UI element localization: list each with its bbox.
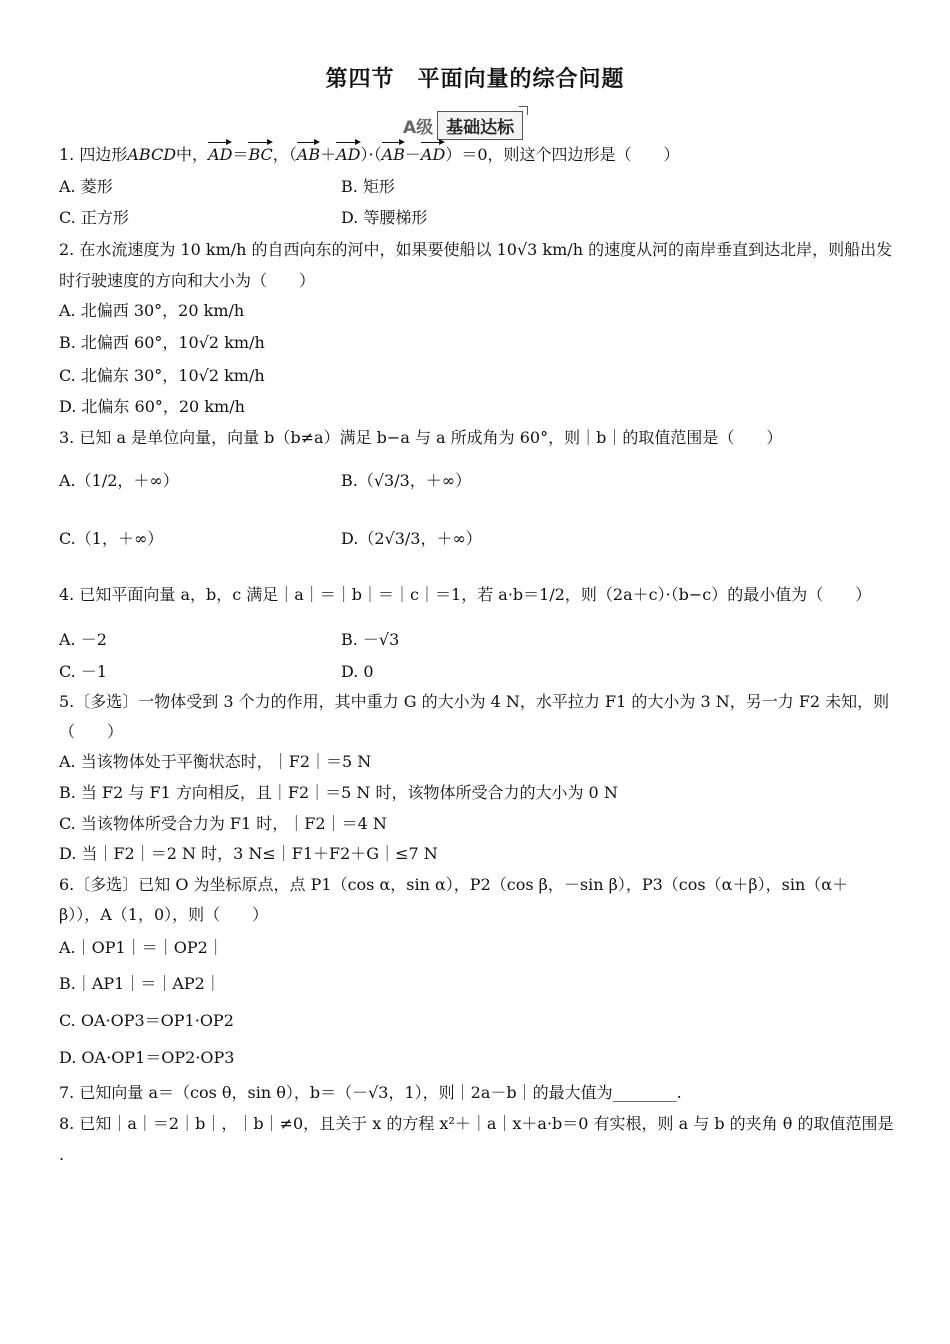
q4-option-d[interactable]: D. 0 <box>341 662 374 681</box>
badge-level: A级 <box>403 117 434 138</box>
question-7: 7. 已知向量 a＝（cos θ，sin θ），b＝（－√3，1），则｜2a－b｜的最大值为________. <box>59 1083 682 1102</box>
q3-option-d[interactable]: D.（2√3/3，＋∞） <box>341 529 482 548</box>
q2-option-c[interactable]: C. 北偏东 30°，10√2 km/h <box>59 366 265 385</box>
question-8-line-1: 8. 已知｜a｜＝2｜b｜，｜b｜≠0，且关于 x 的方程 x²＋｜a｜x＋a·b＝0 有实根，则 a 与 b 的夹角 θ 的取值范围是 <box>59 1114 894 1133</box>
question-2-line-1: 2. 在水流速度为 10 km/h 的自西向东的河中，如果要使船以 10√3 km/h 的速度从河的南岸垂直到达北岸，则船出发 <box>59 240 893 259</box>
q1-option-c[interactable]: C. 正方形 <box>59 208 129 227</box>
badge-label: 基础达标 <box>437 111 523 140</box>
q4-option-c[interactable]: C. －1 <box>59 662 108 681</box>
q5-option-d[interactable]: D. 当｜F2｜＝2 N 时，3 N≤｜F1＋F2＋G｜≤7 N <box>59 844 438 863</box>
q1-option-d[interactable]: D. 等腰梯形 <box>341 208 428 227</box>
question-5-line-2: （ ） <box>59 722 124 741</box>
question-8-line-2: . <box>59 1145 65 1164</box>
q4-option-a[interactable]: A. －2 <box>59 630 107 649</box>
question-1: 1. 四边形ABCD中，AD＝BC，（AB＋AD）·（AB－AD）＝0，则这个四边形是（ ） <box>59 145 680 164</box>
question-6-line-2: β）），A（1，0），则（ ） <box>59 905 269 924</box>
q6-option-c[interactable]: C. OA·OP3＝OP1·OP2 <box>59 1011 234 1030</box>
question-3: 3. 已知 a 是单位向量，向量 b（b≠a）满足 b−a 与 a 所成角为 60°，则｜b｜的取值范围是（ ） <box>59 428 783 447</box>
q1-option-b[interactable]: B. 矩形 <box>341 177 395 196</box>
page-title: 第四节 平面向量的综合问题 <box>325 67 625 92</box>
question-5-line-1: 5.〔多选〕一物体受到 3 个力的作用，其中重力 G 的大小为 4 N，水平拉力 F1 的大小为 3 N，另一力 F2 未知，则 <box>59 692 890 711</box>
q6-option-d[interactable]: D. OA·OP1＝OP2·OP3 <box>59 1048 235 1067</box>
q5-option-c[interactable]: C. 当该物体所受合力为 F1 时，｜F2｜＝4 N <box>59 814 387 833</box>
q5-option-a[interactable]: A. 当该物体处于平衡状态时，｜F2｜＝5 N <box>59 752 372 771</box>
q2-option-d[interactable]: D. 北偏东 60°，20 km/h <box>59 397 245 416</box>
q3-option-b[interactable]: B.（√3/3，＋∞） <box>341 471 472 490</box>
q2-option-a[interactable]: A. 北偏西 30°，20 km/h <box>59 301 245 320</box>
q3-option-a[interactable]: A.（1/2，＋∞） <box>59 471 179 490</box>
q4-option-b[interactable]: B. －√3 <box>341 630 400 649</box>
q6-option-b[interactable]: B.｜AP1｜＝｜AP2｜ <box>59 974 221 993</box>
question-6-line-1: 6.〔多选〕已知 O 为坐标原点，点 P1（cos α，sin α），P2（cos β，－sin β），P3（cos（α＋β），sin（α＋ <box>59 875 849 894</box>
q6-option-a[interactable]: A.｜OP1｜＝｜OP2｜ <box>59 938 224 957</box>
question-4: 4. 已知平面向量 a，b，c 满足｜a｜＝｜b｜＝｜c｜＝1，若 a·b＝1/2，则（2a＋c）·（b−c）的最小值为（ ） <box>59 585 872 604</box>
q1-option-a[interactable]: A. 菱形 <box>59 177 113 196</box>
question-2-line-2: 时行驶速度的方向和大小为（ ） <box>59 271 316 290</box>
q5-option-b[interactable]: B. 当 F2 与 F1 方向相反，且｜F2｜＝5 N 时，该物体所受合力的大小为 0 N <box>59 783 618 802</box>
q2-option-b[interactable]: B. 北偏西 60°，10√2 km/h <box>59 333 265 352</box>
q3-option-c[interactable]: C.（1，＋∞） <box>59 529 164 548</box>
level-badge <box>403 111 523 139</box>
